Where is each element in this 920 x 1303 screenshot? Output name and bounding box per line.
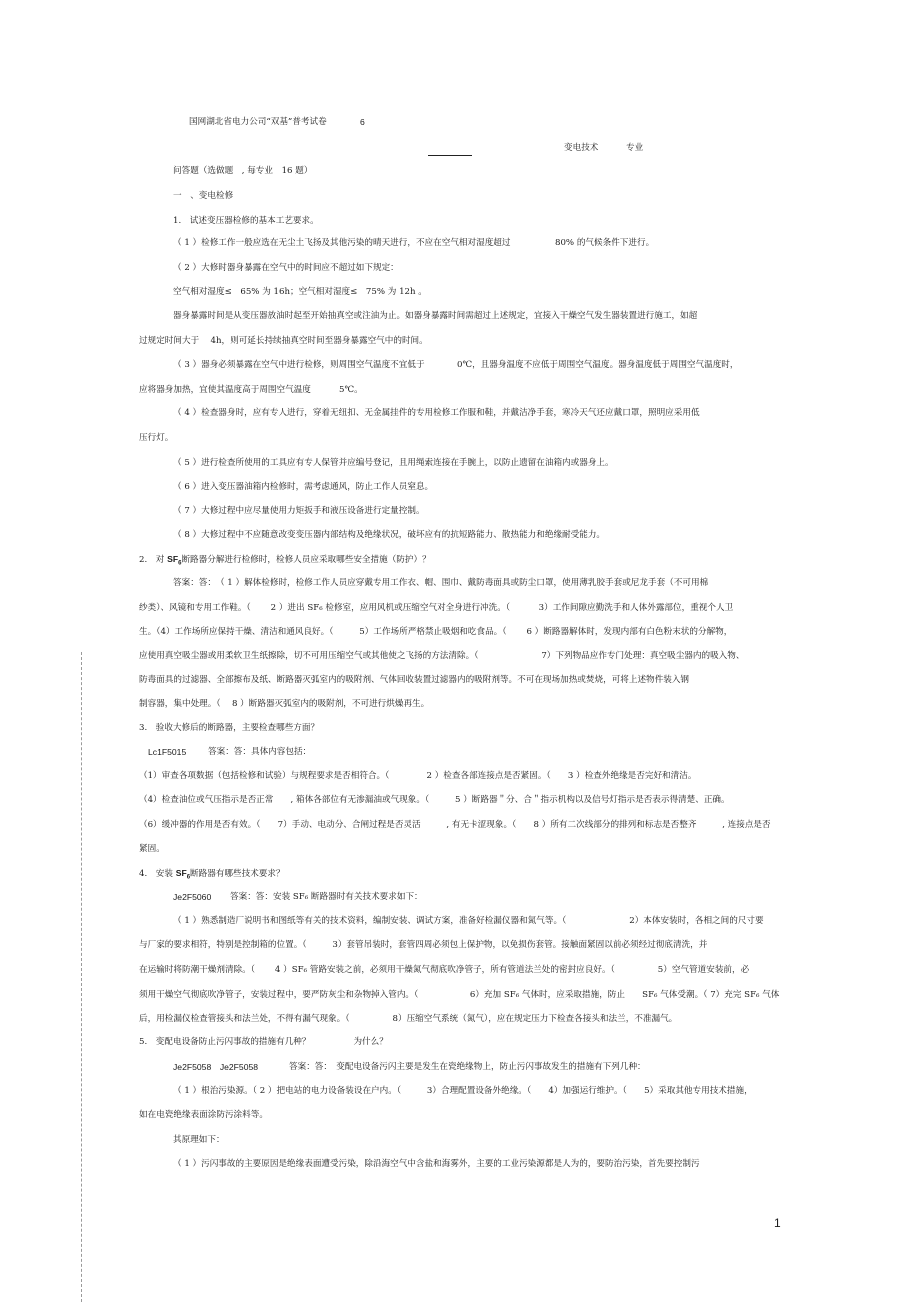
q1-line: 5℃。	[339, 385, 363, 395]
q5-answer-line: 如在电瓷绝缘表面涂防污涂料等。	[139, 1110, 268, 1120]
q1-line: 器身暴露时间是从变压器放油时起至开始抽真空或注油为止。如器身暴露时间需超过上述规定，宜接入干燥空气发生器装置进行施工，如超	[173, 311, 698, 321]
q1-line: 压行灯。	[139, 433, 174, 443]
q5-answer-line: （ 1 ）污闪事故的主要原因是绝缘表面遭受污染，除沿海空气中含盐和海雾外，主要的工业污染源都是人为的，要防治污染，首先要控制污	[173, 1159, 700, 1169]
q5-answer-lead: 答案：答： 变配电设备污闪主要是发生在瓷绝缘物上，防止污闪事故发生的措施有下列几种：	[289, 1062, 646, 1072]
q2-answer-line: 应使用真空吸尘器或用柔软卫生纸擦除，切不可用压缩空气或其他使之飞扬的方法清除。（ 7）下列物品应作专门处理：真空吸尘器内的吸入物、	[139, 651, 745, 661]
q1-line: （ 4 ）检查器身时，应有专人进行，穿着无纽扣、无金属挂件的专用检修工作服和鞋，并戴洁净手套，寒冷天气还应戴口罩，照明应采用低	[173, 408, 700, 418]
q1-line: （ 5 ）进行检查所使用的工具应有专人保管并应编号登记，且用绳索连接在手腕上，以防止遗留在油箱内或器身上。	[173, 458, 614, 468]
q1-line: 0℃，且器身温度不应低于周围空气温度。器身温度低于周围空气温度时，	[457, 360, 739, 370]
q3-code: Lc1F5015	[148, 747, 187, 757]
q1-line: （ 8 ）大修过程中不应随意改变变压器内部结构及绝缘状况，破坏应有的抗短路能力、散热能力和绝缘耐受能力。	[173, 530, 606, 540]
section-title: 一 、变电检修	[173, 191, 234, 201]
q2-title: 2. 对 $SF_6$断路器分解进行检修时，检修人员应采取哪些安全措施（防护）？	[139, 554, 431, 567]
q1-line: 过规定时间大于 4h，则可延长持续抽真空时间至器身暴露空气中的时间。	[139, 336, 428, 346]
exam-number: 6	[360, 117, 365, 127]
q1-line: （ 2 ）大修时器身暴露在空气中的时间应不超过如下规定：	[173, 263, 399, 273]
q1-line: （ 6 ）进入变压器油箱内检修时，需考虑通风，防止工作人员窒息。	[173, 482, 434, 492]
q3-answer-line: （4）检查油位或气压指示是否正常 , 箱体各部位有无渗漏油或气现象。（ 5 ）断路器＂分、合＂指示机构以及信号灯指示是否表示得清楚、正确。	[139, 795, 730, 805]
q1-line: （ 7 ）大修过程中应尽量使用力矩扳手和液压设备进行定量控制。	[173, 506, 425, 516]
section-intro: 问答题（选做题 , 每专业 16 题）	[173, 166, 313, 176]
q2-answer-line: 防毒面具的过滤器、全部擦布及纸、断路器灭弧室内的吸附剂、气体回收装置过滤器内的吸附剂等。不可在现场加热或焚烧，可将上述物件装入钢	[139, 675, 690, 685]
q1-title: 1. 试述变压器检修的基本工艺要求。	[173, 216, 319, 226]
q4-answer-line: 须用干燥空气彻底吹净管子，安装过程中，要严防灰尘和杂物掉入管内。（ 6）充加 SF₆ 气体时，应采取措施，防止 SF₆ 气体受潮。（ 7）充完 SF₆ 气体	[139, 990, 780, 1000]
q2-answer-line: 答案：答： （ 1 ）解体检修时，检修工作人员应穿戴专用工作衣、帽、围巾、戴防毒面具或防尘口罩，使用薄乳胶手套或尼龙手套（不可用棉	[173, 578, 709, 588]
page-number: 1	[774, 1216, 781, 1230]
q4-code: Je2F5060	[173, 892, 212, 902]
exam-title: 国网湖北省电力公司“双基”普考试卷	[189, 117, 327, 127]
q2-answer-line: 生。（4）工作场所应保持干燥、清洁和通风良好。（ 5）工作场所严格禁止吸烟和吃食品。（ 6 ）断路器解体时，发现内部有白色粉末状的分解物，	[139, 627, 733, 637]
q5-answer-line: （ 1 ）根治污染源。（ 2 ）把电站的电力设备装设在户内。（ 3）合理配置设备外绝缘。（ 4）加强运行维护。（ 5）采取其他专用技术措施，	[173, 1086, 753, 1096]
q5-principle-label: 其原理如下：	[173, 1135, 225, 1145]
q4-answer-line: （ 1 ）熟悉制造厂说明书和图纸等有关的技术资料，编制安装、调试方案，准备好检漏仪器和氮气等。（ 2）本体安装时，各相之间的尺寸要	[173, 916, 764, 926]
blank-underline	[428, 155, 472, 156]
subject-suffix: 专业	[626, 143, 644, 153]
q3-title: 3. 验收大修后的断路器，主要检查哪些方面？	[139, 723, 320, 733]
q1-line: 空气相对湿度≤ 65% 为 16h；空气相对湿度≤ 75% 为 12h 。	[173, 287, 427, 297]
q1-line: （ 3 ）器身必须暴露在空气中进行检修，则周围空气温度不宜低于	[173, 360, 425, 370]
q3-answer-line: （6）缓冲器的作用是否有效。（ 7）手动、电动分、合闸过程是否灵活 , 有无卡涩现象。（ 8 ）所有二次线部分的排列和标志是否整齐 , 连接点是否	[139, 820, 771, 830]
q2-answer-line: 制容器，集中处理。（ 8 ）断路器灭弧室内的吸附剂，不可进行烘燥再生。	[139, 699, 430, 709]
q5-title: 5. 变配电设备防止污闪事故的措施有几种？ 为什么？	[139, 1037, 388, 1047]
q4-answer-line: 在运输时将防潮干燥剂清除。（ 4 ）SF₆ 管路安装之前，必须用干燥氮气彻底吹净管子，所有管道法兰处的密封应良好。（ 5）空气管道安装前，必	[139, 965, 750, 975]
subject-name: 变电技术	[564, 143, 599, 153]
q2-answer-line: 纱类）、风镜和专用工作鞋。（ 2 ）进出 SF₆ 检修室，应用风机或压缩空气对全身进行冲洗。（ 3）工作间隙应勤洗手和人体外露部位，重视个人卫	[139, 603, 734, 613]
q4-answer-line: 后，用检漏仪检查管接头和法兰处，不得有漏气现象。（ 8）压缩空气系统（氮气），应在规定压力下检查各接头和法兰，不准漏气。	[139, 1014, 678, 1024]
q1-line: 应将器身加热，宜使其温度高于周围空气温度	[139, 385, 311, 395]
q4-title: 4. 安装 $SF_6$断路器有哪些技术要求？	[139, 868, 285, 881]
q3-answer-line: （1）审查各项数据（包括检修和试验）与规程要求是否相符合。（ 2 ）检查各部连接点是否紧固。（ 3 ）检查外绝缘是否完好和清洁。	[139, 771, 697, 781]
q4-answer-lead: 答案：答：安装 SF₆ 断路器时有关技术要求如下：	[230, 892, 423, 902]
q1-line: 80% 的气候条件下进行。	[555, 238, 655, 248]
q4-answer-line: 与厂家的要求相符，特别是控制箱的位置。（ 3）套管吊装时，套管四周必须包上保护物，以免损伤套管。接触面紧固以前必须经过彻底清洗，并	[139, 940, 708, 950]
q3-answer-line: 紧固。	[139, 844, 165, 854]
q3-answer-lead: 答案：答：具体内容包括：	[208, 747, 312, 757]
q1-line: （ 1 ）检修工作一般应选在无尘土飞扬及其他污染的晴天进行，不应在空气相对湿度超过	[173, 238, 511, 248]
q5-code: Je2F5058 Je2F5058	[173, 1062, 259, 1072]
binding-dashed-line	[81, 652, 82, 1302]
